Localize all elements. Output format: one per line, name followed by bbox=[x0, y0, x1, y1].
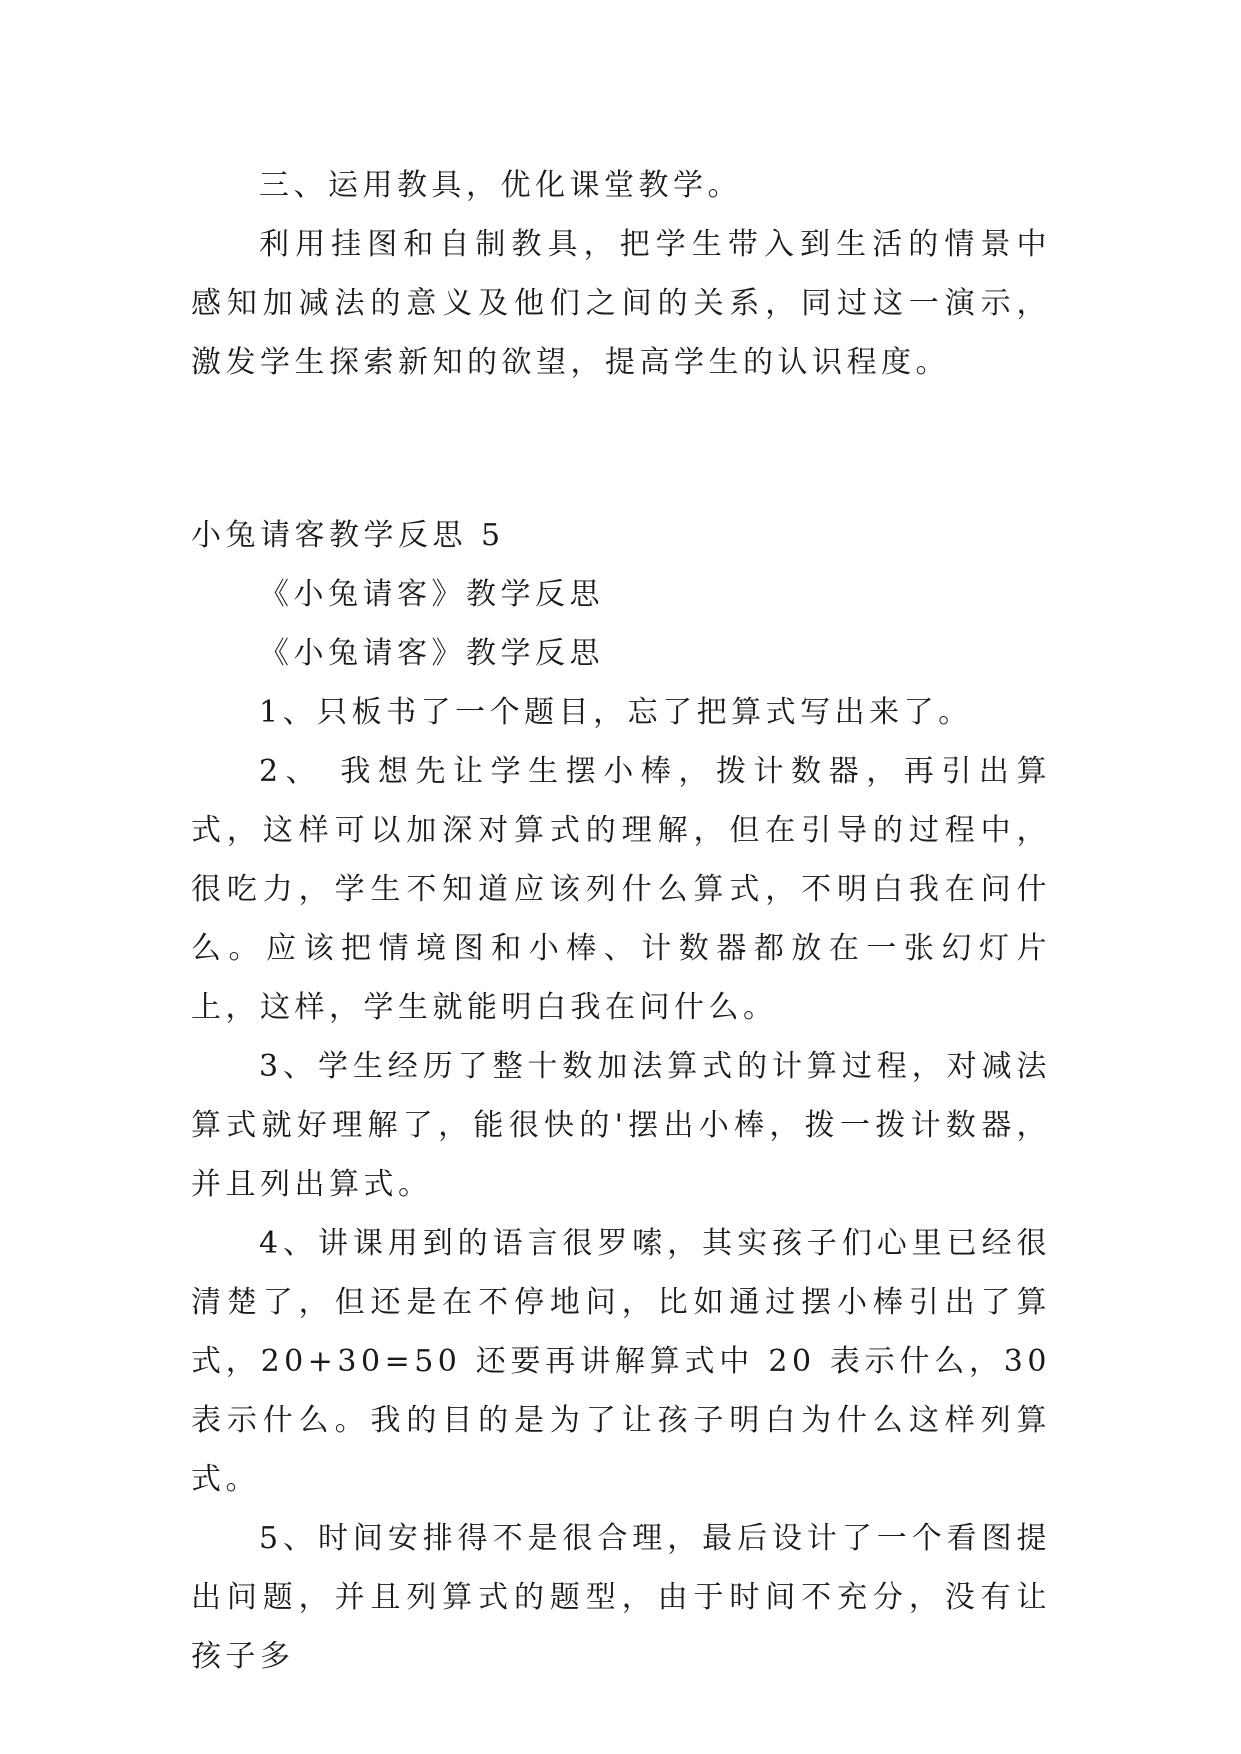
section-reflection-5 bbox=[191, 506, 1051, 1686]
paragraph: 5、时间安排得不是很合理，最后设计了一个看图提出问题，并且列算式的题型，由于时间不充分，没有让孩子多 bbox=[191, 1521, 1051, 1674]
paragraph: 《小兔请客》教学反思 bbox=[259, 636, 604, 671]
paragraph: 4、讲课用到的语言很罗嗦，其实孩子们心里已经很清楚了，但还是在不停地问，比如通过摆小棒引出了算式，20+30=50 还要再讲解算式中 20 表示什么，30 表示什么。我的目的是为了让孩子明白为什么这样列算式。 bbox=[191, 1226, 1051, 1497]
paragraph: 《小兔请客》教学反思 bbox=[259, 577, 604, 612]
section-teaching-tools bbox=[191, 156, 1051, 392]
paragraph: 利用挂图和自制教具，把学生带入到生活的情景中感知加减法的意义及他们之间的关系，同过这一演示，激发学生探索新知的欲望，提高学生的认识程度。 bbox=[191, 227, 1051, 380]
section-heading: 小兔请客教学反思 5 bbox=[191, 518, 505, 553]
paragraph: 2、 我想先让学生摆小棒，拨计数器，再引出算式，这样可以加深对算式的理解，但在引导的过程中，很吃力，学生不知道应该列什么算式，不明白我在问什么。应该把情境图和小棒、计数器都放在一张幻灯片上，这样，学生就能明白我在问什么。 bbox=[191, 754, 1051, 1025]
paragraph: 1、只板书了一个题目，忘了把算式写出来了。 bbox=[259, 695, 973, 730]
paragraph: 三、运用教具，优化课堂教学。 bbox=[259, 168, 742, 203]
paragraph: 3、学生经历了整十数加法算式的计算过程，对减法算式就好理解了，能很快的'摆出小棒，拨一拨计数器，并且列出算式。 bbox=[191, 1049, 1051, 1202]
